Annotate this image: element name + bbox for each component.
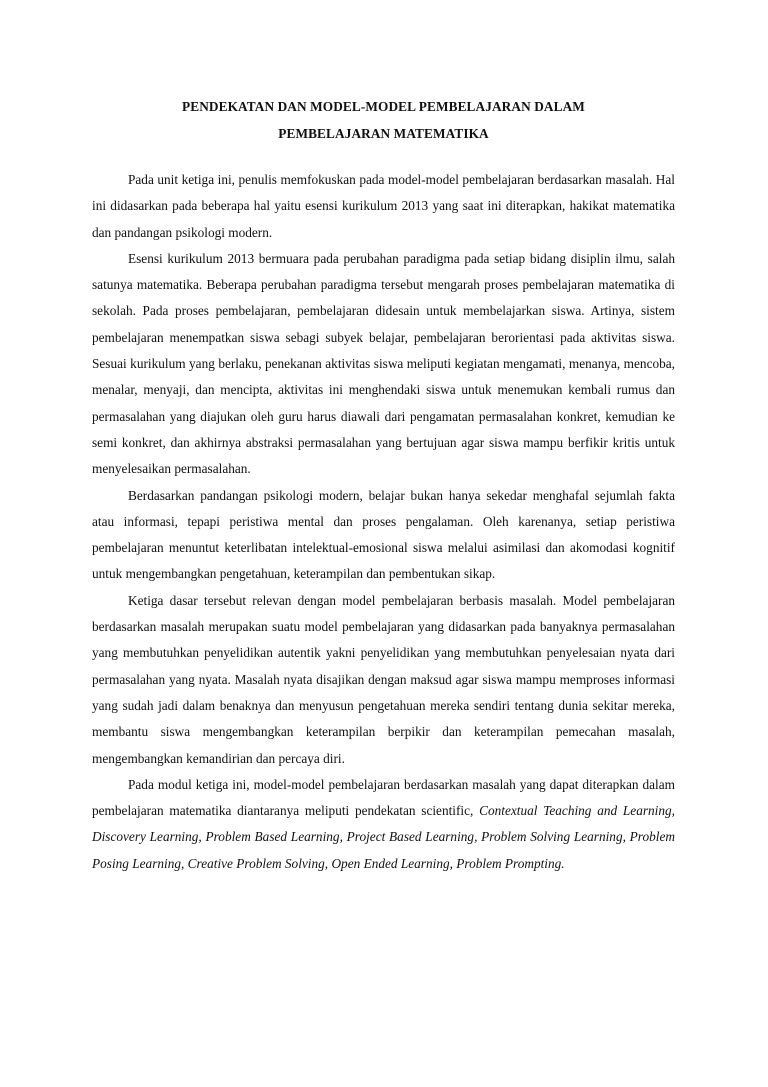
paragraph-2: Esensi kurikulum 2013 bermuara pada perubahan paradigma pada setiap bidang disiplin ilmu, salah satunya matematika. Beberapa perubahan paradigma tersebut mengarah proses pembelajaran matematika di sekolah. Pada proses pembelajaran, pembelajaran didesain untuk membelajarkan siswa. Artinya, sistem pembelajaran menempatkan siswa sebagi subyek belajar, pembelajaran berorientasi pada aktivitas siswa. Sesuai kurikulum yang berlaku, penekanan aktivitas siswa meliputi kegiatan mengamati, menanya, mencoba, menalar, menyaji, dan mencipta, aktivitas ini menghendaki siswa untuk menemukan kembali rumus dan permasalahan yang diajukan oleh guru harus diawali dari pengamatan permasalahan konkret, kemudian ke semi konkret, dan akhirnya abstraksi permasalahan yang bertujuan agar siswa mampu berfikir kritis untuk menyelesaikan permasalahan. [92, 250, 675, 477]
title-line-2: PEMBELAJARAN MATEMATIKA [278, 126, 489, 141]
paragraph-5-intro: Pada modul ketiga ini, model-model pembelajaran berdasarkan masalah yang dapat diterapkan dalam pembelajaran matematika diantaranya meliputi pendekatan scientific, [92, 776, 675, 819]
paragraph-3: Berdasarkan pandangan psikologi modern, belajar bukan hanya sekedar menghafal sejumlah fakta atau informasi, tepapi peristiwa mental dan proses pengalaman. Oleh karenanya, setiap peristiwa pembelajaran menuntut keterlibatan intelektual-emosional siswa melalui asimilasi dan akomodasi kognitif untuk mengembangkan pengetahuan, keterampilan dan pembentukan sikap. [92, 487, 675, 582]
paragraph-4: Ketiga dasar tersebut relevan dengan model pembelajaran berbasis masalah. Model pembelajaran berdasarkan masalah merupakan suatu model pembelajaran yang didasarkan pada banyaknya permasalahan yang membutuhkan penyelidikan autentik yakni penyelidikan yang membutuhkan penyelesaian nyata dari permasalahan yang nyata. Masalah nyata disajikan dengan maksud agar siswa mampu memproses informasi yang sudah jadi dalam benaknya dan menyusun pengetahuan mereka sendiri tentang dunia sekitar mereka, membantu siswa mengembangkan keterampilan berpikir dan keterampilan pemecahan masalah, mengembangkan kemandirian dan percaya diri. [92, 592, 675, 766]
title-line-1: PENDEKATAN DAN MODEL-MODEL PEMBELAJARAN DALAM [182, 99, 585, 114]
paragraph-5-italic-list: Contextual Teaching and Learning, Discovery Learning, Problem Based Learning, Project Based Learning, Problem Solving Learning, Problem Posing Learning, Creative Problem Solving, Open Ended Learning, Problem Prompting. [92, 803, 675, 871]
paragraph-1: Pada unit ketiga ini, penulis memfokuskan pada model-model pembelajaran berdasarkan masalah. Hal ini didasarkan pada beberapa hal yaitu esensi kurikulum 2013 yang saat ini diterapkan, hakikat matematika dan pandangan psikologi modern. [92, 172, 675, 240]
document-title [92, 93, 675, 147]
paragraph-5 [92, 772, 675, 877]
